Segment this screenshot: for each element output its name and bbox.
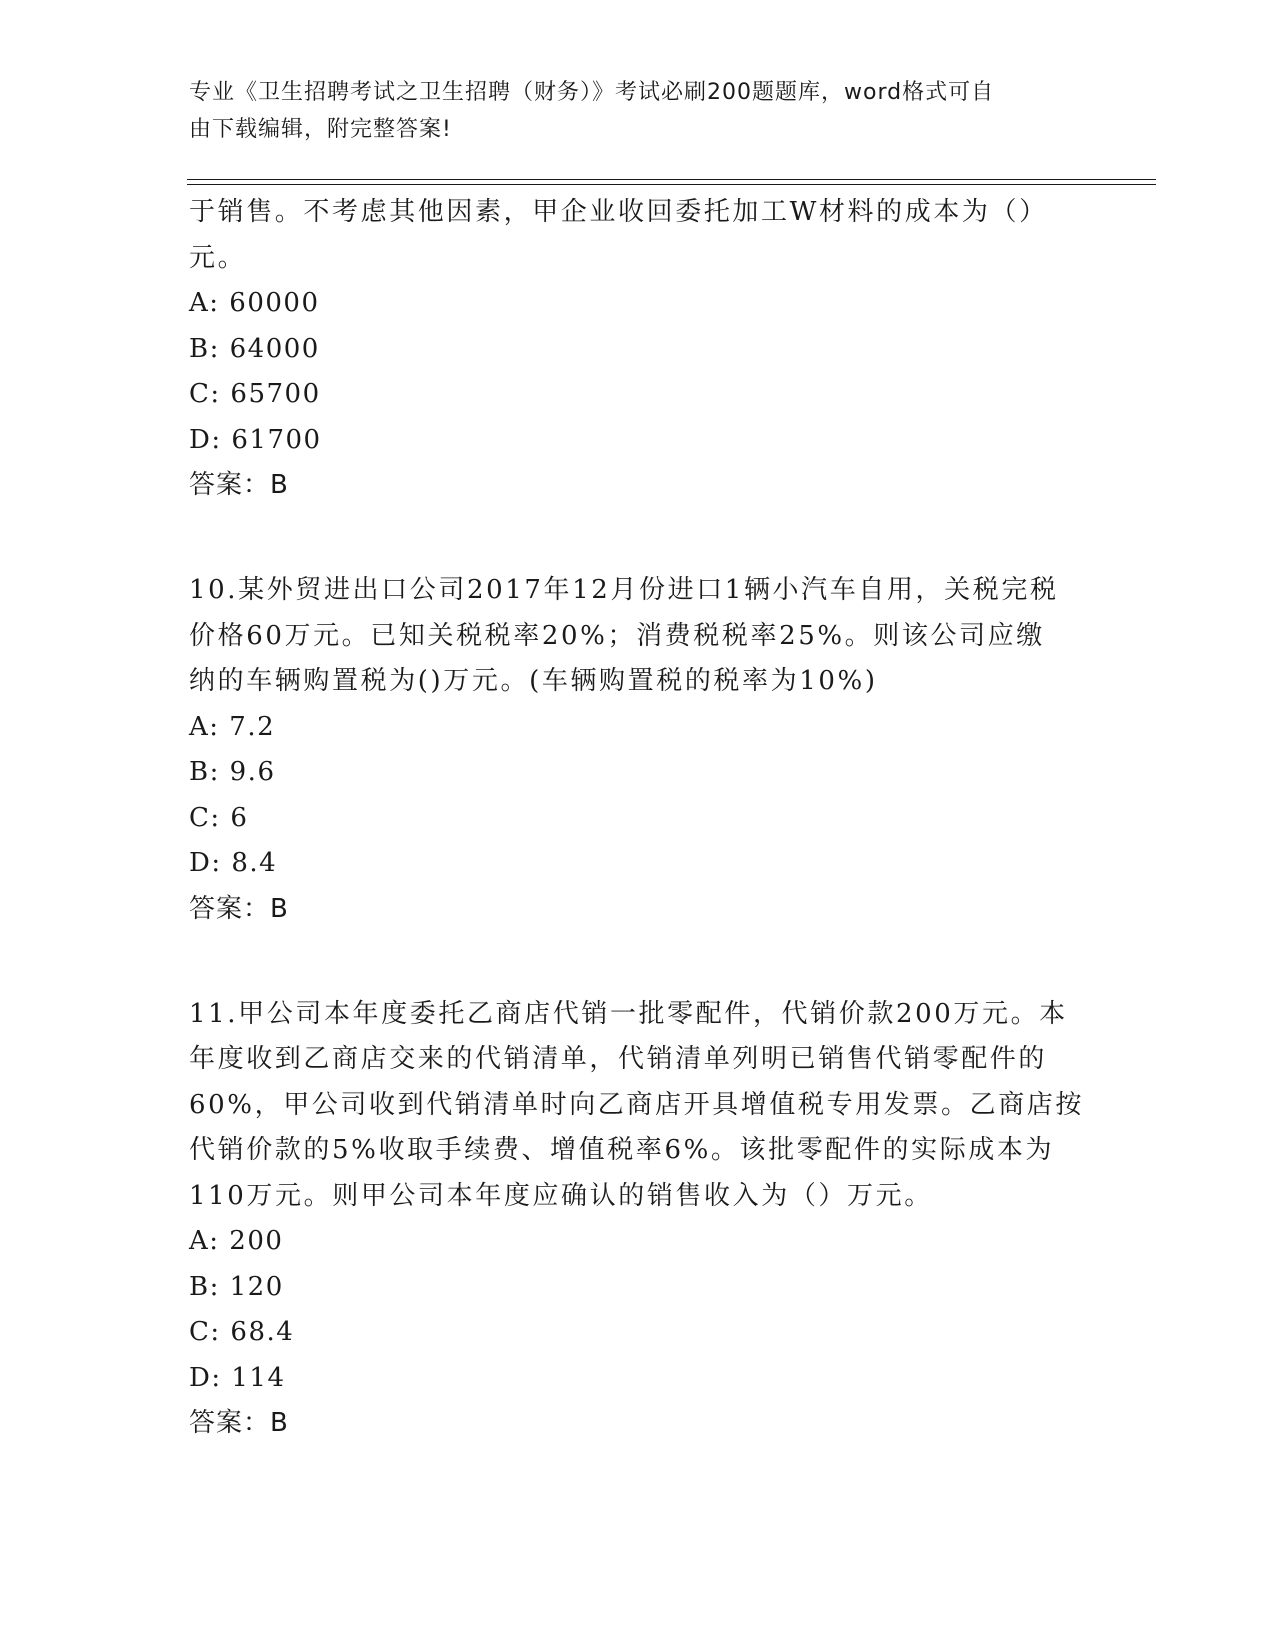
option-a: A: 60000 bbox=[189, 288, 320, 318]
option-a: A: 7.2 bbox=[189, 711, 276, 742]
question-stem-line: 年度收到乙商店交来的代销清单，代销清单列明已销售代销零配件的 bbox=[189, 1044, 1048, 1074]
question-stem-line: 60%，甲公司收到代销清单时向乙商店开具增值税专用发票。乙商店按 bbox=[189, 1089, 1084, 1120]
question-list bbox=[189, 190, 1089, 1445]
question-stem-line: 110万元。则甲公司本年度应确认的销售收入为（）万元。 bbox=[189, 1180, 933, 1211]
question-spacer bbox=[189, 507, 1089, 568]
option-b: B: 64000 bbox=[189, 333, 320, 364]
question-stem-line: 于销售。不考虑其他因素，甲企业收回委托加工W材料的成本为（） bbox=[189, 197, 1048, 227]
answer-label: 答案：B bbox=[189, 470, 289, 500]
question-10 bbox=[189, 568, 1089, 931]
option-a: A: 200 bbox=[189, 1226, 284, 1256]
option-b: B: 9.6 bbox=[189, 757, 276, 787]
question-stem-line: 纳的车辆购置税为()万元。(车辆购置税的税率为10%) bbox=[189, 666, 878, 696]
option-b: B: 120 bbox=[189, 1271, 284, 1302]
question-spacer bbox=[189, 931, 1089, 992]
option-c: C: 6 bbox=[189, 802, 249, 833]
question-9 bbox=[189, 190, 1089, 507]
option-d: D: 114 bbox=[189, 1362, 286, 1393]
question-stem-line: 代销价款的5%收取手续费、增值税率6%。该批零配件的实际成本为 bbox=[189, 1135, 1055, 1165]
question-stem-line: 11.甲公司本年度委托乙商店代销一批零配件，代销价款200万元。本 bbox=[189, 998, 1068, 1029]
answer-label: 答案：B bbox=[189, 1408, 289, 1438]
question-stem-line: 元。 bbox=[189, 242, 247, 273]
option-c: C: 68.4 bbox=[189, 1317, 295, 1347]
question-stem-line: 价格60万元。已知关税税率20%；消费税税率25%。则该公司应缴 bbox=[189, 620, 1045, 651]
option-c: C: 65700 bbox=[189, 379, 321, 409]
header-line-2: 由下载编辑，附完整答案! bbox=[189, 117, 452, 142]
option-d: D: 61700 bbox=[189, 424, 322, 455]
question-stem-line: 10.某外贸进出口公司2017年12月份进口1辆小汽车自用，关税完税 bbox=[189, 575, 1059, 605]
header-line-1: 专业《卫生招聘考试之卫生招聘（财务）》考试必刷200题题库，word格式可自 bbox=[189, 80, 995, 105]
question-11 bbox=[189, 992, 1089, 1446]
page-header bbox=[189, 74, 1069, 148]
answer-label: 答案：B bbox=[189, 893, 289, 924]
header-divider-top bbox=[187, 179, 1156, 180]
option-d: D: 8.4 bbox=[189, 848, 278, 878]
header-divider-bottom bbox=[187, 184, 1156, 185]
